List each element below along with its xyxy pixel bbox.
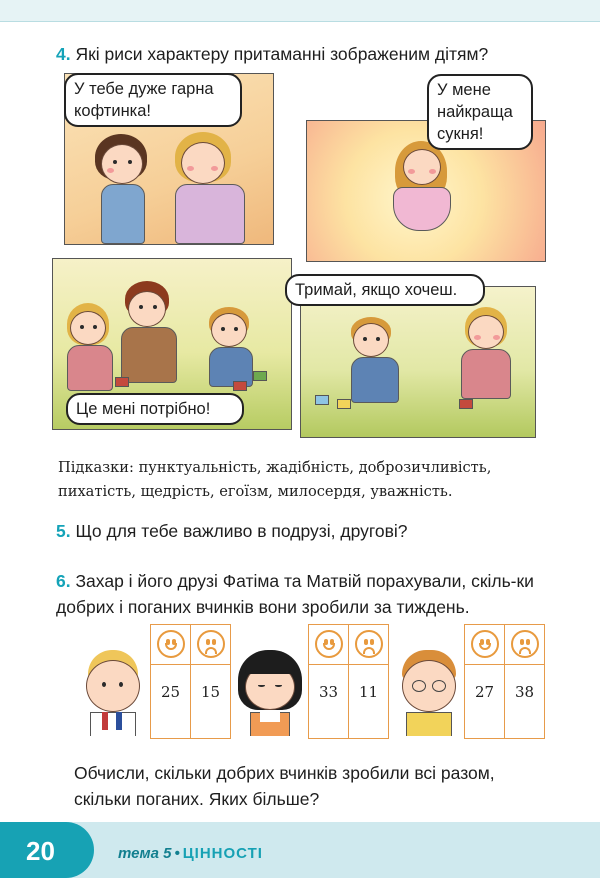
question-5-number: 5. [56, 521, 71, 541]
good-deeds-count: 27 [465, 665, 505, 739]
good-deeds-count: 25 [151, 665, 191, 739]
topic-word: тема [118, 845, 159, 862]
smile-icon [315, 630, 343, 658]
toy-block [459, 399, 473, 409]
smile-icon [471, 630, 499, 658]
speech-bubble-generous: Тримай, якщо хочеш. [285, 274, 485, 306]
speech-bubble-selfish: Це мені потрібно! [66, 393, 244, 425]
speech-bubble-compliment: У тебе дуже гарна кофтинка! [64, 73, 242, 127]
topic-label [118, 845, 263, 862]
score-table-matvii [464, 624, 545, 739]
topic-number: 5 [163, 845, 172, 862]
toy-block [233, 381, 247, 391]
question-5-text: Що для тебе важливо в подрузі, другові? [75, 521, 408, 541]
topic-dot: • [174, 845, 180, 862]
task-text: Обчисли, скільки добрих вчинків зробили всі разом, скільки поганих. Яких більше? [74, 763, 495, 809]
boy-zakhar-portrait [82, 650, 144, 736]
bad-deeds-count: 38 [505, 665, 545, 739]
sad-icon [197, 630, 225, 658]
smile-icon [157, 630, 185, 658]
score-tables [0, 620, 600, 740]
sad-icon [355, 630, 383, 658]
girl-fatima-portrait [236, 650, 304, 736]
sad-icon [511, 630, 539, 658]
toy-block [115, 377, 129, 387]
page-number: 20 [26, 836, 55, 866]
score-table-fatima [308, 624, 389, 739]
hints-text: Підказки: пунктуальність, жадібність, доброзичливість, пихатість, щедрість, егоїзм, милосердя, уважність. [58, 459, 492, 500]
question-6 [56, 568, 546, 620]
topic-title: ЦІННОСТІ [182, 845, 263, 862]
toy-block [315, 395, 329, 405]
top-band [0, 0, 600, 22]
question-5 [56, 518, 408, 544]
comic-panel-generous [300, 286, 536, 438]
question-4-text: Які риси характеру притаманні зображеним дітям? [75, 44, 489, 64]
speech-bubble-dress: У мене найкраща сукня! [427, 74, 533, 150]
score-table-zakhar [150, 624, 231, 739]
toy-block [253, 371, 267, 381]
good-deeds-count: 33 [309, 665, 349, 739]
question-6-number: 6. [56, 571, 71, 591]
bad-deeds-count: 11 [349, 665, 389, 739]
question-4 [56, 41, 488, 67]
boy-matvii-portrait [398, 650, 460, 736]
toy-block [337, 399, 351, 409]
question-6-text: Захар і його друзі Фатіма та Матвій порахували, скіль-ки добрих і поганих вчинків вони зробили за тиждень. [56, 571, 534, 617]
bad-deeds-count: 15 [191, 665, 231, 739]
question-4-number: 4. [56, 44, 71, 64]
